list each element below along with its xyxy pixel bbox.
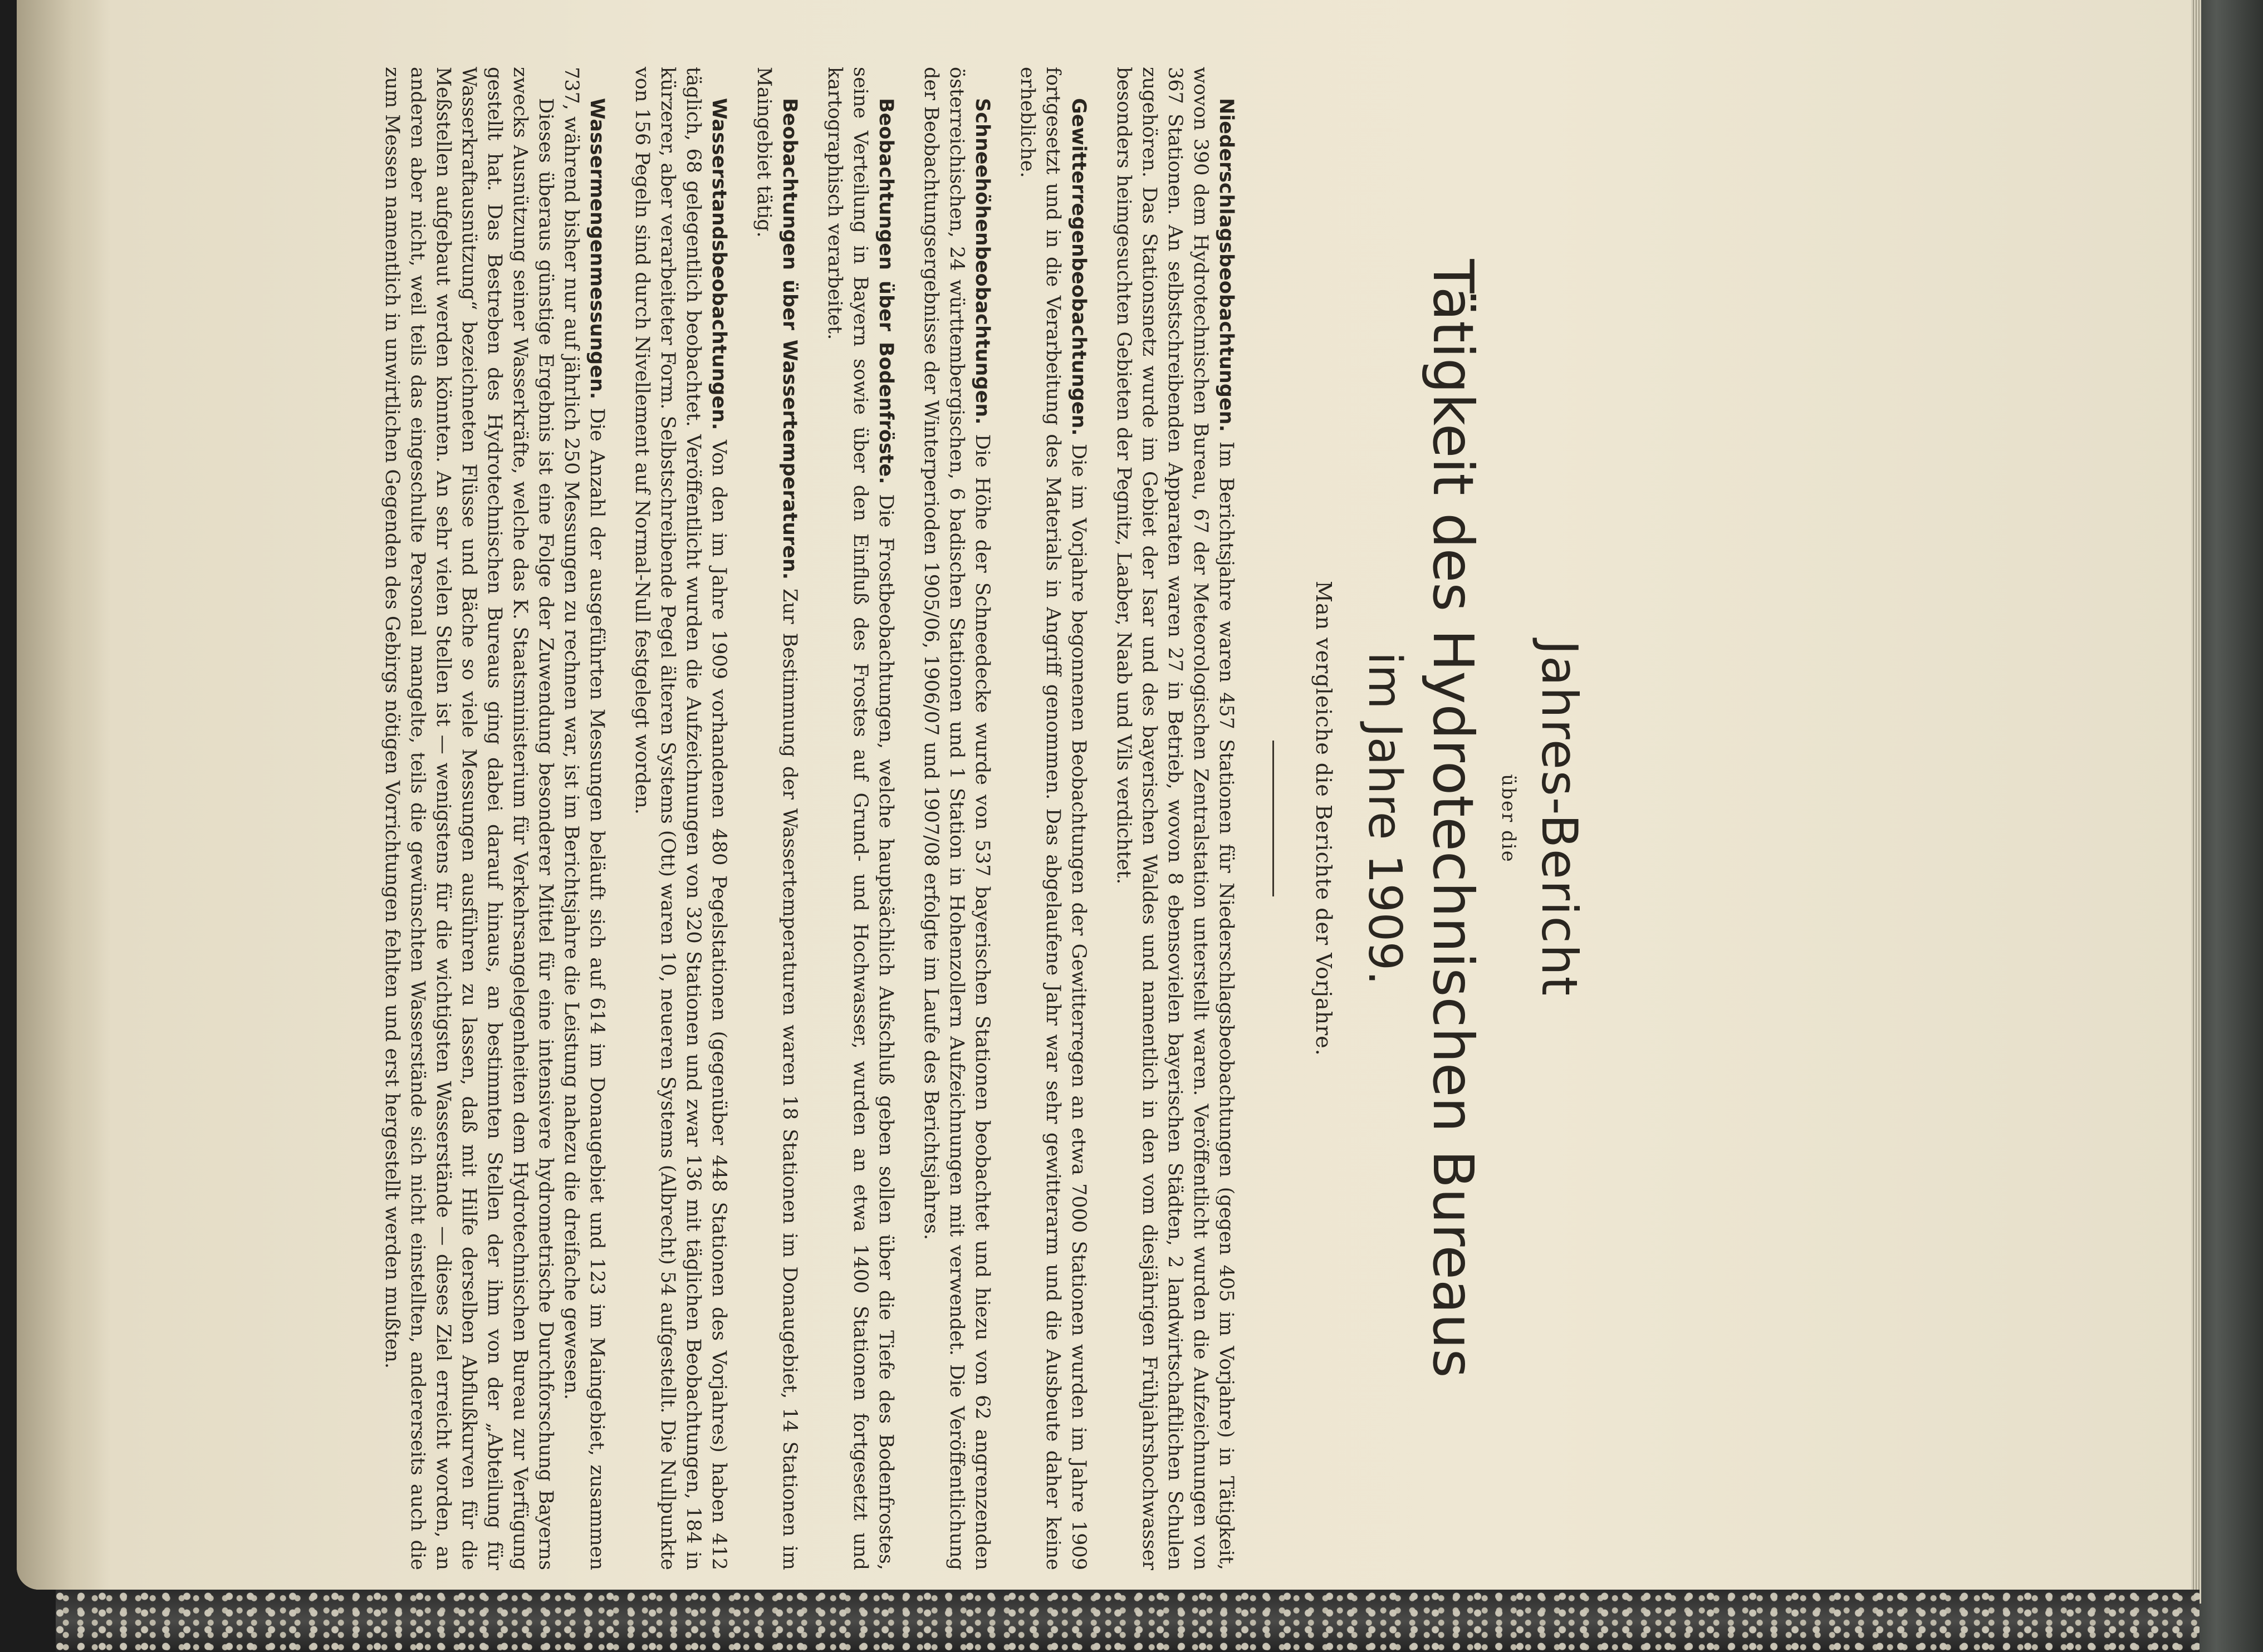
section-schneehoehen <box>918 67 995 1570</box>
section-heading: Wassermengenmessungen. <box>586 98 608 400</box>
section-heading: Schneehöhenbeobachtungen. <box>971 98 993 425</box>
subtitle-year: im Jahre 1909. <box>1358 651 1411 986</box>
section-wasserstand <box>629 67 732 1570</box>
section-heading: Wasserstandsbeobachtungen. <box>708 98 730 430</box>
title-divider <box>1272 741 1274 896</box>
page-content <box>379 67 1587 1570</box>
section-wassertemperaturen <box>751 67 802 1570</box>
book-cover-edge <box>2191 0 2263 1652</box>
reference-note: Man vergleiche die Berichte der Vorjahre. <box>1311 581 1336 1056</box>
page-subtitle: Tätigkeit des Hydrotechnischen Bureaus <box>1421 259 1486 1378</box>
section-text: Im Berichtsjahre waren 457 Stationen für Niederschlagsbeobachtungen (gegen 405 im Vorjahre) in Tätigkeit, wovon 390 dem Hydrotechnischen Bureau, 67 der Meteorologischen Zentralstation unterstellt waren. Veröffentlicht wurden die Aufzeichnungen von 367 Stationen. An selbstschreibenden Apparaten waren 27 in Betrieb, wovon 8 ebensovielen bayerischen Städten, 2 landwirtschaftlichen Schulen zugehören. Das Stationsnetz wurde im Gebiet der Isar und des bayerischen Waldes und namentlich in den vom diesjährigen Frühjahrshochwasser besonders heimgesuchten Gebieten der Pegnitz, Laaber, Naab und Vils verdichtet. <box>1113 67 1237 1570</box>
document-page <box>17 0 2191 1590</box>
section-text: Die Anzahl der ausgeführten Messungen beläuft sich auf 614 im Donaugebiet und 123 im Maingebiet, zusammen 737, während bisher nur auf jährlich 250 Messungen zu rechnen war, ist im Berichtsjahre die Leistung nahezu die dreifache gewesen. <box>560 67 608 1570</box>
section-heading: Beobachtungen über Bodenfröste. <box>875 98 897 484</box>
section-text: Zur Bestimmung der Wassertemperaturen waren 18 Stationen im Donaugebiet, 14 Stationen im Maingebiet tätig. <box>753 67 801 1570</box>
section-bodenfroeste <box>822 67 899 1570</box>
marbled-page-edge <box>56 1590 2200 1652</box>
section-text: Die Frostbeobachtungen, welche hauptsächlich Aufschluß geben sollen über die Tiefe des Bodenfrostes, seine Verteilung in Bayern sowie über den Einfluß des Frostes auf Grund- und Hochwasser, wurden an etwa 1400 Stationen fortgesetzt und kartographisch verarbeitet. <box>824 67 897 1570</box>
title-connector: über die <box>1497 774 1520 863</box>
section-text: Von den im Jahre 1909 vorhandenen 480 Pegelstationen (gegenüber 448 Stationen des Vorjahres) haben 412 täglich, 68 gelegentlich beobachtet. Veröffentlicht wurden die Aufzeichnungen von 320 Stationen und zwar 136 mit täglichen Beobachtungen, 184 in kürzerer, aber verarbeiteter Form. Selbstschreibende Pegel älteren Systems (Ott) waren 10, neueren Systems (Albrecht) 54 aufgestellt. Die Nullpunkte von 156 Pegeln sind durch Nivellement auf Normal-Null festgelegt worden. <box>631 67 730 1570</box>
rotated-text-block <box>217 67 1893 1570</box>
page-gutter-shadow <box>17 0 111 1590</box>
closing-paragraph: Dieses überaus günstige Ergebnis ist eine Folge der Zuwendung besonderer Mittel für eine intensivere hydrometrische Durchforschung Bayerns zwecks Ausnützung seiner Wasserkräfte, welche das K. Staatsministerium für Verkehrsangelegenheiten dem Hydrotechnischen Bureau zur Verfügung gestellt hat. Das Bestreben des Hydrotechnischen Bureaus ging dabei darauf hinaus, an bestimmten Stellen der ihm von der „Abteilung für Wasserkraftausnützung“ bezeichneten Flüsse und Bäche so viele Messungen ausführen zu lassen, daß mit Hilfe derselben Abflußkurven für die Meßstellen aufgebaut werden könnten. An sehr vielen Stellen ist — wenigstens für die wichtigsten Wasserstände — dieses Ziel erreicht worden, an anderen aber nicht, weil teils das eingeschulte Personal mangelte, teils die gewünschten Wasserstände sich nicht einstellten, andererseits auch die zum Messen namentlich in unwirtlichen Gegenden des Gebirgs nötigen Vorrichtungen fehlten und erst hergestellt werden mußten. <box>381 67 557 1570</box>
section-heading: Beobachtungen über Wassertemperaturen. <box>778 98 801 580</box>
section-heading: Niederschlagsbeobachtungen. <box>1215 98 1237 432</box>
section-gewitterregen <box>1015 67 1091 1570</box>
section-niederschlag <box>1111 67 1239 1570</box>
section-wassermengen <box>559 67 610 1570</box>
page-title: Jahres-Bericht <box>1531 640 1588 997</box>
section-text: Die Höhe der Schneedecke wurde von 537 bayerischen Stationen beobachtet und hiezu von 62 angrenzenden österreichischen, 24 württembergischen, 6 badischen Stationen und 1 Station in Hohenzollern Aufzeichnungen mit verwendet. Die Veröffentlichung der Beobachtungsergebnisse der Winterperioden 1905/06, 1906/07 und 1907/08 erfolgte im Laufe des Berichtsjahres. <box>920 67 993 1570</box>
section-heading: Gewitterregenbeobachtungen. <box>1067 98 1090 436</box>
section-text: Die im Vorjahre begonnenen Beobachtungen der Gewitterregen an etwa 7000 Stationen wurden im Jahre 1909 fortgesetzt und in die Verarbeitung des Materials in Angriff genommen. Das abgelaufene Jahr war sehr gewitterarm und die Ausbeute daher keine erhebliche. <box>1016 67 1090 1570</box>
